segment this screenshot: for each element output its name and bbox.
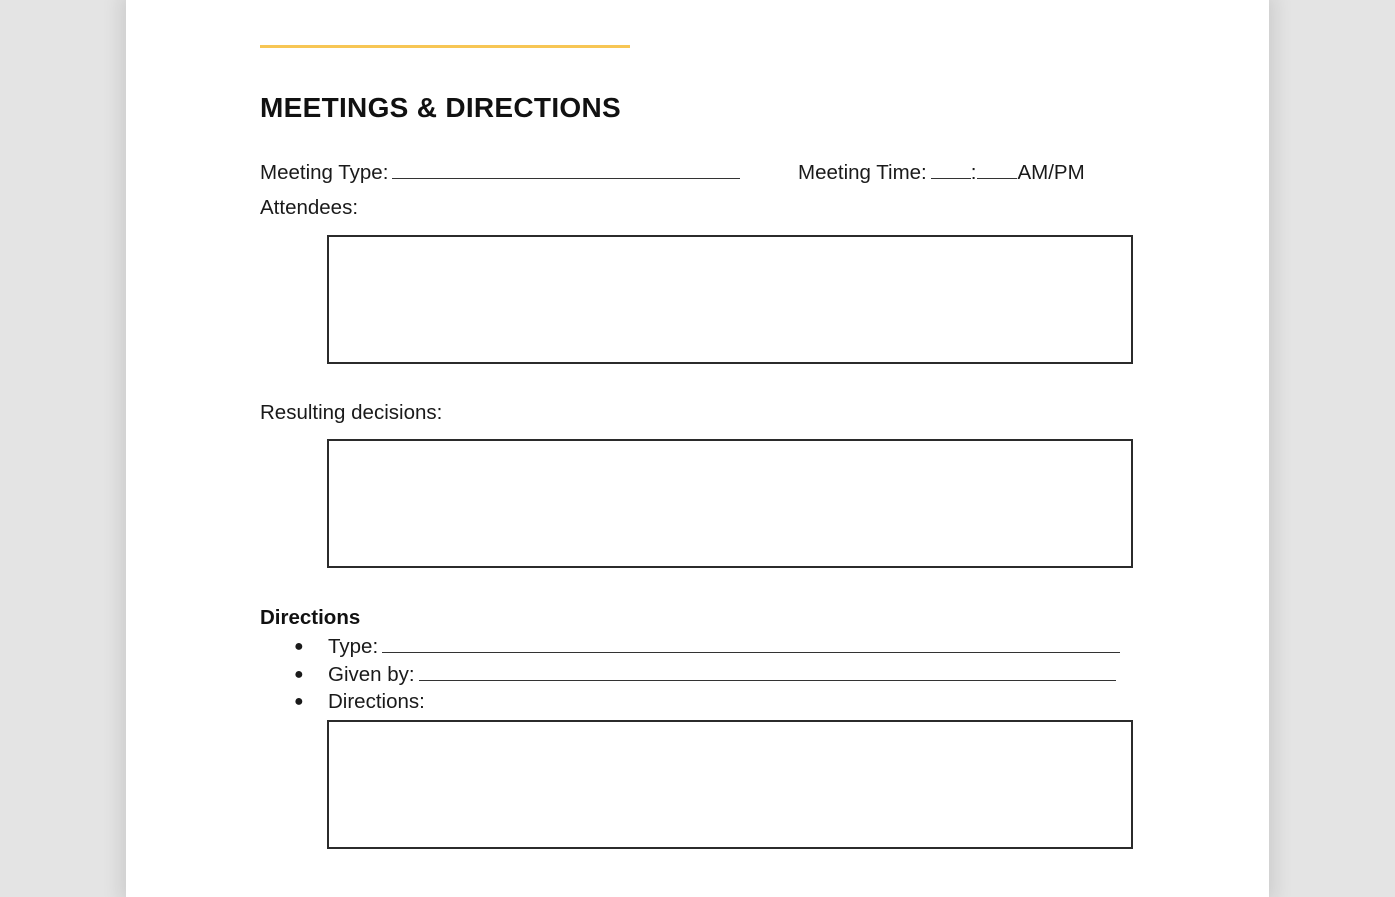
bullet-icon: ● [294, 638, 304, 655]
directions-type-label: Type: [328, 635, 379, 658]
meeting-time-suffix: AM/PM [1017, 161, 1085, 184]
page-title: MEETINGS & DIRECTIONS [260, 92, 621, 123]
accent-rule [260, 45, 630, 48]
bullet-icon: ● [294, 666, 304, 683]
directions-type-blank[interactable] [382, 634, 1120, 653]
meeting-time-row [798, 160, 1085, 185]
directions-type-row [294, 634, 1120, 659]
directions-heading: Directions [260, 606, 361, 629]
directions-given-by-row [294, 662, 1116, 687]
decisions-label: Resulting decisions: [260, 401, 443, 424]
meeting-type-label: Meeting Type: [260, 161, 389, 184]
document-page [126, 0, 1269, 897]
directions-directions-row [294, 690, 425, 714]
directions-given-by-blank[interactable] [419, 662, 1116, 681]
directions-directions-label: Directions: [328, 690, 425, 713]
bullet-icon: ● [294, 693, 304, 710]
meeting-type-blank[interactable] [392, 160, 740, 179]
meeting-type-row [260, 160, 740, 185]
directions-given-by-label: Given by: [328, 663, 415, 686]
decisions-box[interactable] [327, 439, 1133, 568]
attendees-box[interactable] [327, 235, 1133, 364]
meeting-time-hour-blank[interactable] [931, 160, 971, 179]
directions-box[interactable] [327, 720, 1133, 849]
attendees-label: Attendees: [260, 196, 359, 219]
meeting-time-minute-blank[interactable] [977, 160, 1017, 179]
meeting-time-separator: : [970, 161, 977, 184]
meeting-time-label: Meeting Time: [798, 161, 927, 184]
